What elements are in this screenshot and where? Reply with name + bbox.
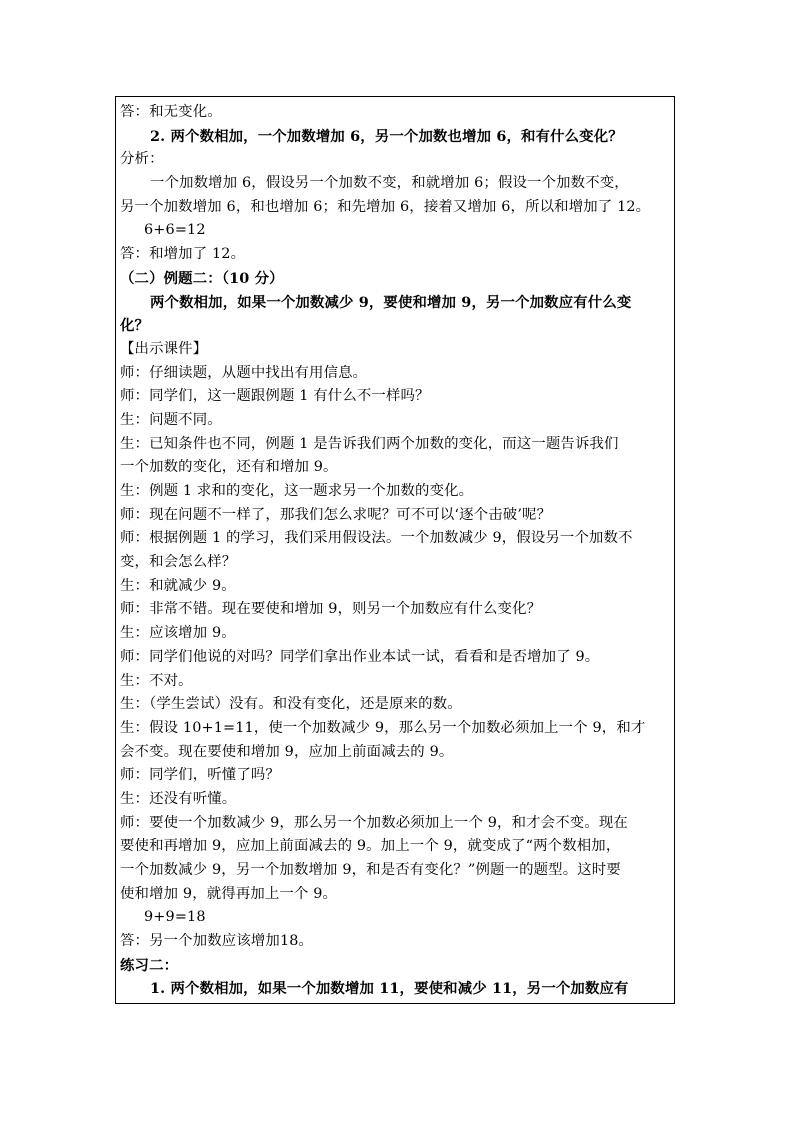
dialogue-line: 师：现在问题不一样了，那我们怎么求呢？可不可以‘逐个击破’呢？ <box>120 506 552 523</box>
dialogue-line: 生：已知条件也不同，例题 1 是告诉我们两个加数的变化，而这一题告诉我们 <box>120 435 619 452</box>
dialogue-line: 生：不对。 <box>120 672 193 689</box>
dialogue-line: 会不变。现在要使和增加 9，应加上前面减去的 9。 <box>120 743 454 760</box>
lesson-table-cell <box>115 96 675 1004</box>
dialogue-line: 生：还没有听懂。 <box>120 790 237 807</box>
analysis-text: 另一个加数增加 6，和也增加 6；和先增加 6，接着又增加 6，所以和增加了 12。 <box>120 198 651 215</box>
dialogue-line: 师：同学们他说的对吗？同学们拿出作业本试一试，看看和是否增加了 9。 <box>120 648 600 665</box>
analysis-heading: 分析： <box>120 151 164 168</box>
lesson-text <box>120 101 672 1001</box>
dialogue-line: 师：仔细读题，从题中找出有用信息。 <box>120 364 368 381</box>
dialogue-line: 要使和再增加 9，应加上前面减去的 9。加上一个 9，就变成了“两个数相加， <box>120 838 621 855</box>
dialogue-line: 生：问题不同。 <box>120 411 222 428</box>
dialogue-line: 生：应该增加 9。 <box>120 625 236 642</box>
dialogue-line: 生：假设 10+1=11，使一个加数减少 9，那么另一个加数必须加上一个 9，和才 <box>120 719 646 736</box>
answer-line: 答：另一个加数应该增加18。 <box>120 933 314 950</box>
exercise-question: 2. 两个数相加，一个加数增加 6，另一个加数也增加 6，和有什么变化？ <box>150 127 623 145</box>
practice-question: 1. 两个数相加，如果一个加数增加 11，要使和减少 11，另一个加数应有 <box>150 980 629 998</box>
dialogue-line: 生：（学生尝试）没有。和没有变化，还是原来的数。 <box>120 696 462 713</box>
example-question: 化？ <box>120 317 150 335</box>
dialogue-line: 使和增加 9，就得再加上一个 9。 <box>120 885 338 902</box>
section-heading: （二）例题二：（10 分） <box>120 269 284 287</box>
equation: 6+6=12 <box>144 222 206 239</box>
dialogue-line: 一个加数减少 9，另一个加数增加 9，和是否有变化？”例题一的题型。这时要 <box>120 862 621 878</box>
dialogue-line: 师：要使一个加数减少 9，那么另一个加数必须加上一个 9，和才会不变。现在 <box>120 814 628 831</box>
dialogue-line: 师：根据例题 1 的学习，我们采用假设法。一个加数减少 9，假设另一个加数不 <box>120 530 633 547</box>
answer-line: 答：和无变化。 <box>120 104 222 120</box>
practice-heading: 练习二： <box>120 956 179 974</box>
dialogue-line: 变，和会怎么样？ <box>120 554 237 571</box>
courseware-note: 【出示课件】 <box>120 340 208 357</box>
equation: 9+9=18 <box>144 909 206 926</box>
dialogue-line: 生：例题 1 求和的变化，这一题求另一个加数的变化。 <box>120 483 474 499</box>
dialogue-line: 师：非常不错。现在要使和增加 9，则另一个加数应有什么变化？ <box>120 601 542 618</box>
example-question: 两个数相加，如果一个加数减少 9，要使和增加 9，另一个加数应有什么变 <box>150 293 632 311</box>
dialogue-line: 师：同学们，这一题跟例题 1 有什么不一样吗？ <box>120 388 430 405</box>
dialogue-line: 师：同学们，听懂了吗？ <box>120 767 280 784</box>
analysis-text: 一个加数增加 6，假设另一个加数不变，和就增加 6；假设一个加数不变， <box>150 175 629 192</box>
answer-line: 答：和增加了 12。 <box>120 246 246 263</box>
dialogue-line: 一个加数的变化，还有和增加 9。 <box>120 459 338 476</box>
dialogue-line: 生：和就减少 9。 <box>120 577 236 594</box>
